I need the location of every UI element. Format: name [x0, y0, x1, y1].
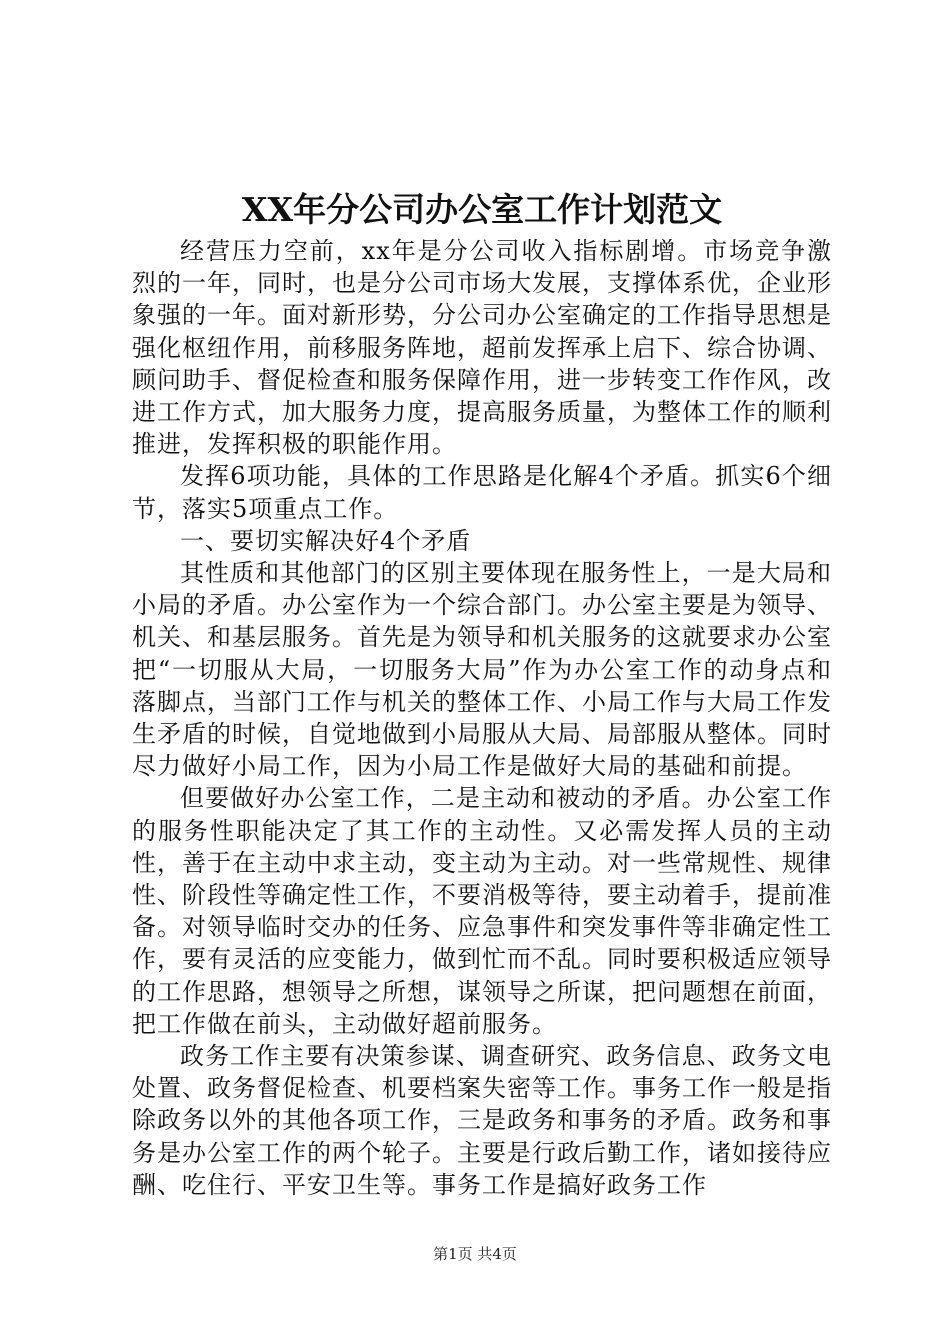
document-title: XX年分公司办公室工作计划范文: [241, 190, 723, 229]
paragraph-5: 政务工作主要有决策参谋、调查研究、政务信息、政务文电处置、政务督促检查、机要档案失密等工作。事务工作一般是指除政务以外的其他各项工作，三是政务和事务的矛盾。政务和事务是办公室工作的两个轮子。主要是行政后勤工作，诸如接待应酬、吃住行、平安卫生等。事务工作是搞好政务工作: [132, 1042, 832, 1199]
section-heading-1: 一、要切实解决好4个矛盾: [180, 526, 472, 555]
document-page: [132, 185, 832, 1201]
paragraph-4: 但要做好办公室工作，二是主动和被动的矛盾。办公室工作的服务性职能决定了其工作的主动性。又必需发挥人员的主动性，善于在主动中求主动，变主动为主动。对一些常规性、规律性、阶段性等确定性工作，不要消极等待，要主动着手，提前准备。对领导临时交办的任务、应急事件和突发事件等非确定性工作，要有灵活的应变能力，做到忙而不乱。同时要积极适应领导的工作思路，想领导之所想，谋领导之所谋，把问题想在前面，把工作做在前头，主动做好超前服务。: [132, 784, 832, 1038]
paragraph-1: 经营压力空前，xx年是分公司收入指标剧增。市场竞争激烈的一年，同时，也是分公司市场大发展，支撑体系优，企业形象强的一年。面对新形势，分公司办公室确定的工作指导思想是强化枢纽作用，前移服务阵地，超前发挥承上启下、综合协调、顾问助手、督促检查和服务保障作用，进一步转变工作作风，改进工作方式，加大服务力度，提高服务质量，为整体工作的顺利推进，发挥积极的职能作用。: [132, 237, 832, 459]
page-footer: 第1页 共4页: [433, 1245, 517, 1263]
paragraph-2: 发挥6项功能，具体的工作思路是化解4个矛盾。抓实6个细节，落实5项重点工作。: [132, 462, 832, 523]
paragraph-3: 其性质和其他部门的区别主要体现在服务性上，一是大局和小局的矛盾。办公室作为一个综合部门。办公室主要是为领导、机关、和基层服务。首先是为领导和机关服务的这就要求办公室把“一切服从大局，一切服务大局”作为办公室工作的动身点和落脚点，当部门工作与机关的整体工作、小局工作与大局工作发生矛盾的时候，自觉地做到小局服从大局、局部服从整体。同时尽力做好小局工作，因为小局工作是做好大局的基础和前提。: [132, 559, 832, 781]
